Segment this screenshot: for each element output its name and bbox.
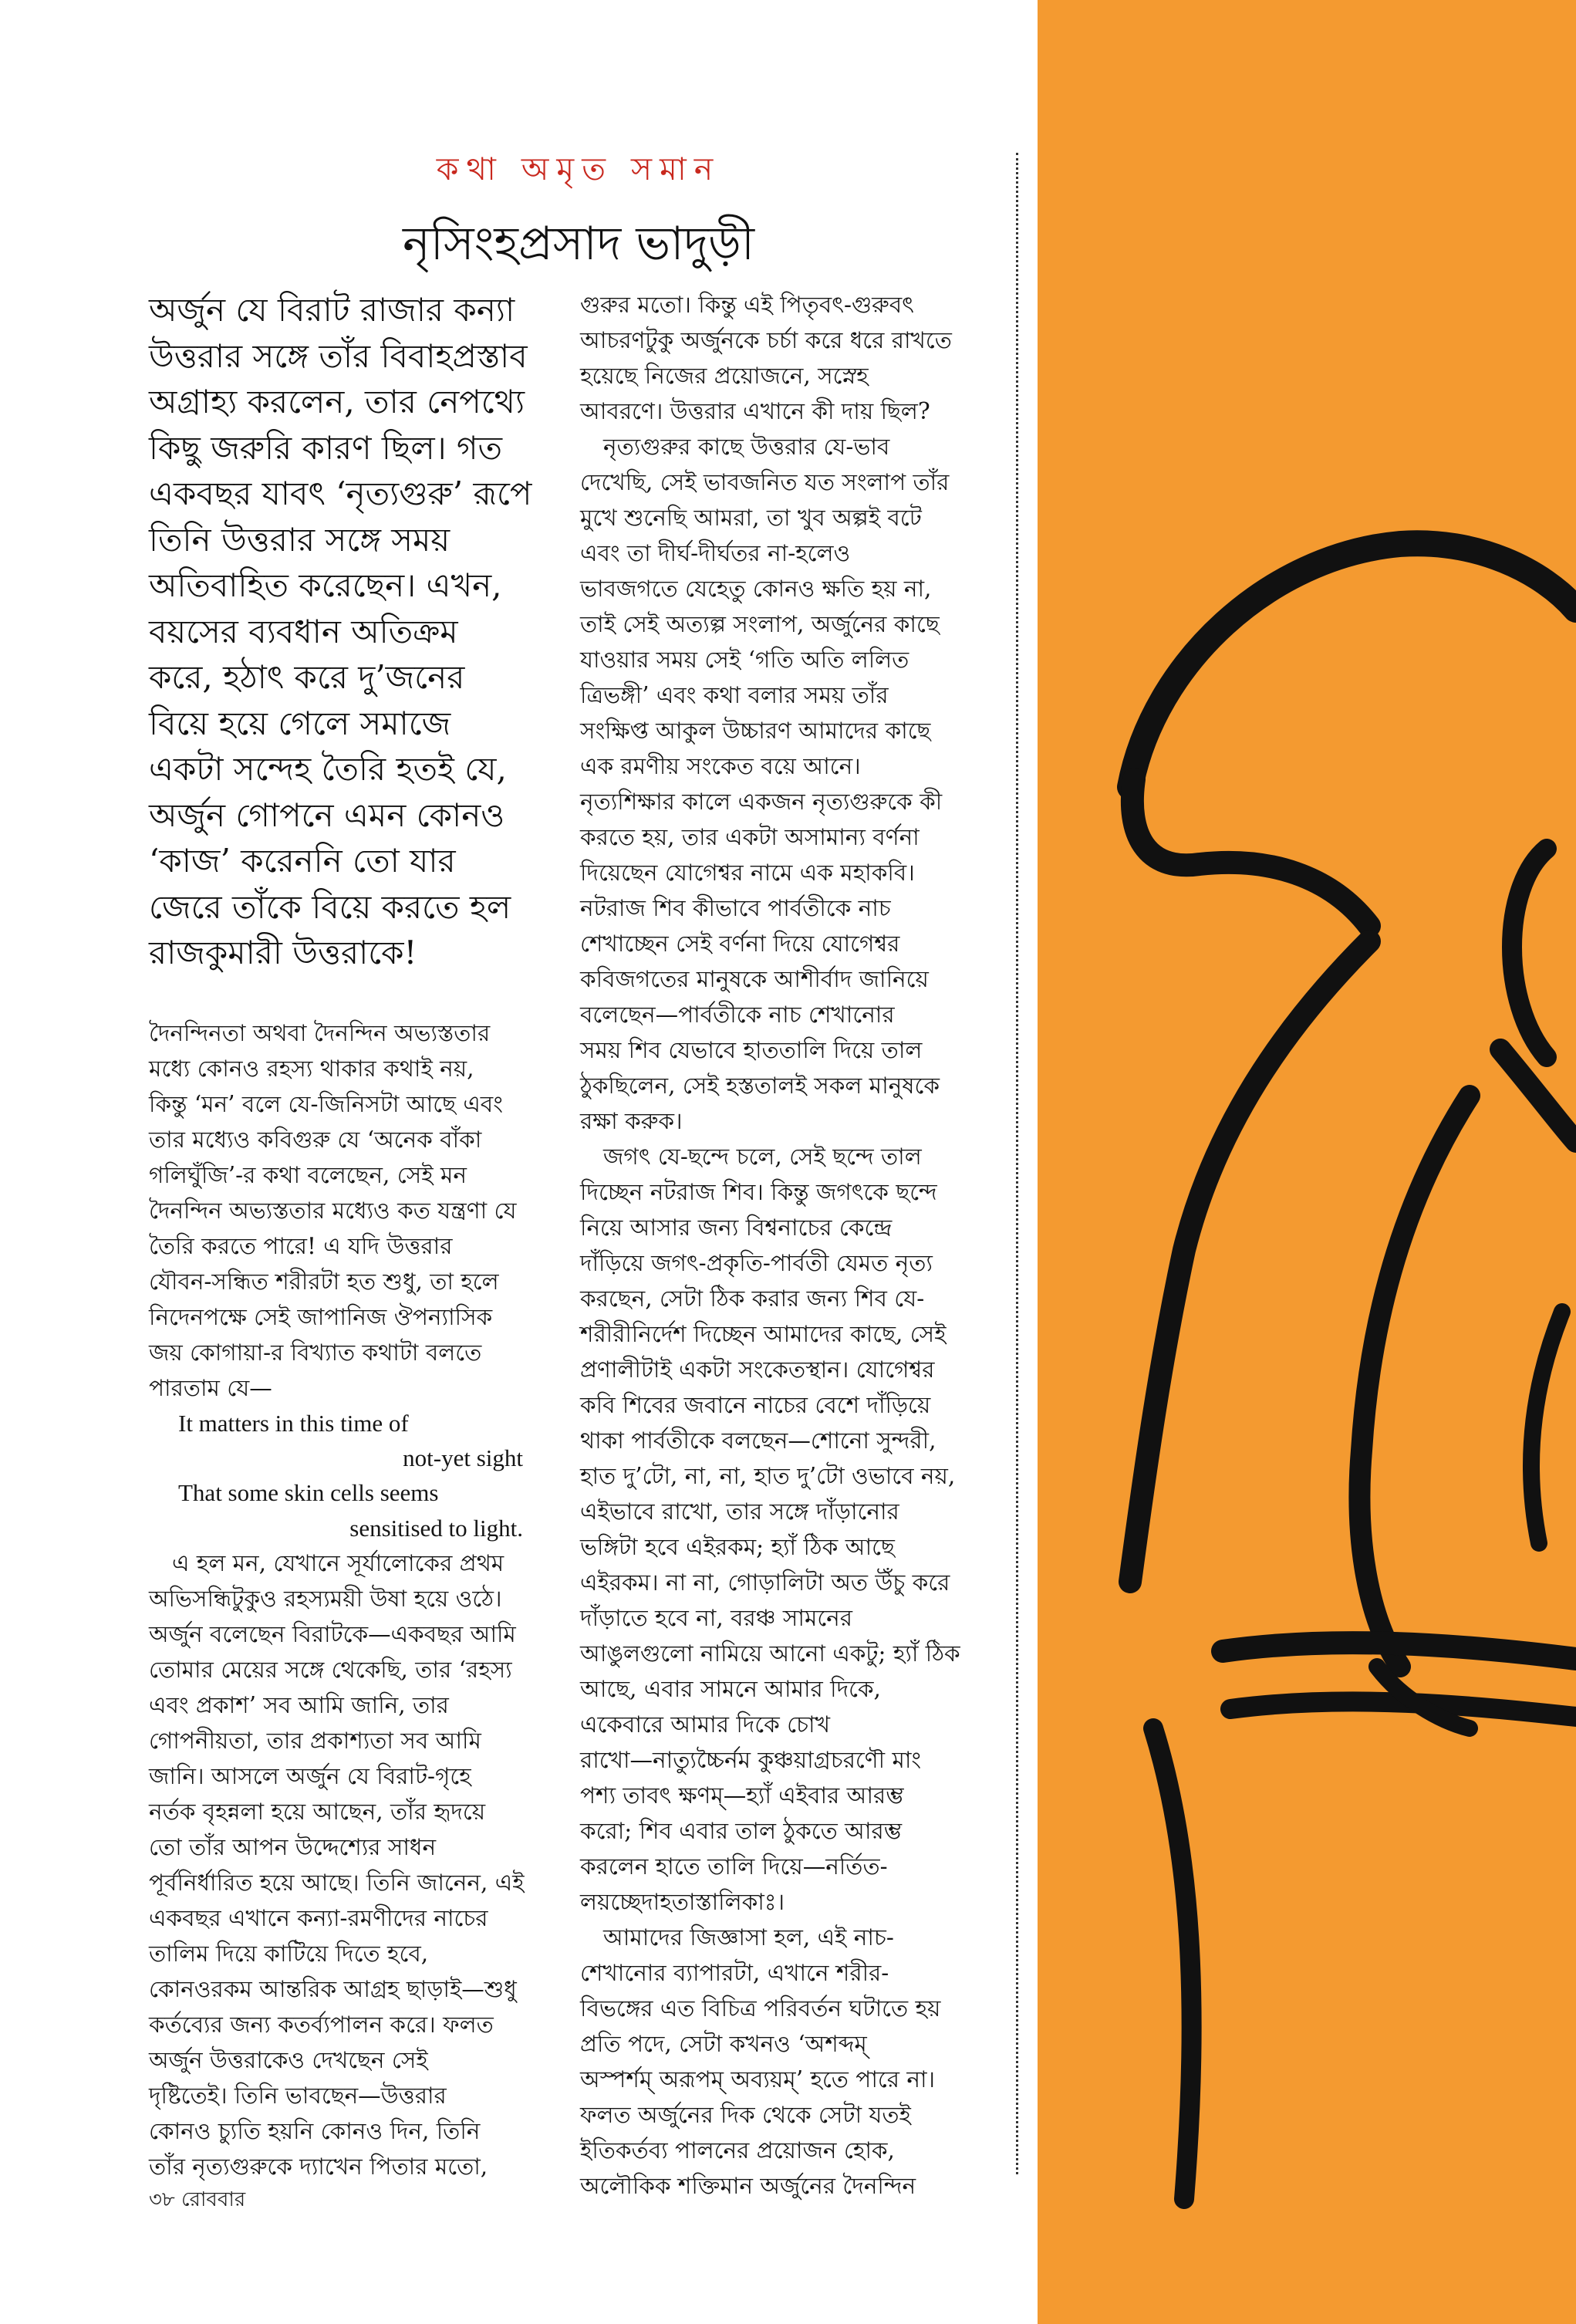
body-text-line: কবিজগতের মানুষকে আশীর্বাদ জানিয়ে xyxy=(580,966,929,992)
body-text-line: করতে হয়, তার একটা অসামান্য বর্ণনা xyxy=(580,824,920,850)
body-text-line: করছেন, সেটা ঠিক করার জন্য শিব যে- xyxy=(580,1285,925,1312)
body-text-line: হাত দু’টো, না, না, হাত দু’টো ওভাবে নয়, xyxy=(580,1463,956,1489)
body-text-line: দৃষ্টিতেই। তিনি ভাবছেন—উত্তরার xyxy=(149,2082,447,2109)
body-text-line: এবং তা দীর্ঘ-দীর্ঘতর না-হলেও xyxy=(580,540,851,566)
body-text-line: নৃত্যগুরুর কাছে উত্তরার যে-ভাব xyxy=(603,434,890,460)
body-text-line: তাঁর নৃত্যগুরুকে দ্যাখেন পিতার মতো, xyxy=(149,2153,488,2180)
body-text-line: আমাদের জিজ্ঞাসা হল, এই নাচ- xyxy=(603,1924,894,1951)
verse-line xyxy=(149,1475,565,1510)
body-text-line: জগৎ যে-ছন্দে চলে, সেই ছন্দে তাল xyxy=(603,1143,922,1170)
pull-quote-line: বয়সের ব্যবধান অতিক্রম xyxy=(149,612,458,650)
body-text-line: আছে, এবার সামনে আমার দিকে, xyxy=(580,1676,881,1702)
column-kicker: কথা অমৃত সমান xyxy=(436,150,721,187)
body-text-line: গোপনীয়তা, তার প্রকাশ্যতা সব আমি xyxy=(149,1727,481,1754)
pull-quote-line: ‘কাজ’ করেননি তো যার xyxy=(149,842,456,880)
body-text-line: ইতিকর্তব্য পালনের প্রয়োজন হোক, xyxy=(580,2137,895,2164)
body-text-line: শেখানোর ব্যাপারটা, এখানে শরীর- xyxy=(580,1960,889,1986)
verse-line xyxy=(149,1406,565,1441)
body-text-line: ফলত অর্জুনের দিক থেকে সেটা যতই xyxy=(580,2102,911,2128)
pull-quote xyxy=(149,287,550,976)
body-text-line: থাকা পার্বতীকে বলছেন—শোনো সুন্দরী, xyxy=(580,1427,936,1454)
body-text-line: তো তাঁর আপন উদ্দেশ্যের সাধন xyxy=(149,1833,437,1860)
body-column-left xyxy=(149,1015,565,2184)
body-text-line: ত্রিভঙ্গী’ এবং কথা বলার সময় তাঁর xyxy=(580,682,889,708)
body-text-line: রাখো—নাত্যুচ্চৈর্নম কুঞ্চয়াগ্রচরণৌ মাং xyxy=(580,1747,922,1773)
body-text-line: কর্তব্যের জন্য কতর্ব্যপালন করে। ফলত xyxy=(149,2011,494,2038)
body-text-line: হয়েছে নিজের প্রয়োজনে, সস্নেহ xyxy=(580,363,869,389)
body-text-line: ভাবজগতে যেহেতু কোনও ক্ষতি হয় না, xyxy=(580,576,932,602)
body-text-line: তোমার মেয়ের সঙ্গে থেকেছি, তার ‘রহস্য xyxy=(149,1656,512,1683)
body-text-line: অর্জুন উত্তরাকেও দেখছেন সেই xyxy=(149,2046,428,2073)
body-text-line: দাঁড়িয়ে জগৎ-প্রকৃতি-পার্বতী যেমত নৃত্য xyxy=(580,1250,933,1276)
body-text-line: আঙুলগুলো নামিয়ে আনো একটু; হ্যাঁ ঠিক xyxy=(580,1640,960,1667)
body-text-line: পশ্য তাবৎ ক্ষণম্—হ্যাঁ এইবার আরম্ভ xyxy=(580,1782,904,1809)
body-text-line: কবি শিবের জবানে নাচের বেশে দাঁড়িয়ে xyxy=(580,1392,931,1418)
body-text-line: বিভঙ্গের এত বিচিত্র পরিবর্তন ঘটাতে হয় xyxy=(580,1995,941,2022)
body-text-line: মধ্যে কোনও রহস্য থাকার কথাই নয়, xyxy=(149,1056,474,1082)
page-folio: ৩৮ রোববার xyxy=(149,2188,246,2211)
body-text-line: যৌবন-সন্ধিত শরীরটা হত শুধু, তা হলে xyxy=(149,1268,499,1295)
body-text-line: অভিসন্ধিটুকুও রহস্যময়ী উষা হয়ে ওঠে। xyxy=(149,1585,502,1612)
body-text-line: এ হল মন, যেখানে সূর্যালোকের প্রথম xyxy=(172,1549,505,1576)
body-text-line: যাওয়ার সময় সেই ‘গতি অতি ললিত xyxy=(580,647,909,673)
body-text-line: পূর্বনির্ধারিত হয়ে আছে। তিনি জানেন, এই xyxy=(149,1869,525,1896)
pull-quote-line: অগ্রাহ্য করলেন, তার নেপথ্যে xyxy=(149,383,525,421)
pull-quote-line: অর্জুন যে বিরাট রাজার কন্যা xyxy=(149,291,515,329)
body-text-line: অলৌকিক শক্তিমান অর্জুনের দৈনন্দিন xyxy=(580,2173,916,2199)
body-text-line: আবরণে। উত্তরার এখানে কী দায় ছিল? xyxy=(580,398,930,424)
author-name: নৃসিংহপ্রসাদ ভাদুড়ী xyxy=(402,217,754,271)
figure-shoulder-stroke xyxy=(1500,1049,1576,1142)
body-text-line: শরীরীনির্দেশ দিচ্ছেন আমাদের কাছে, সেই xyxy=(580,1321,947,1347)
body-text-line: ভঙ্গিটা হবে এইরকম; হ্যাঁ ঠিক আছে xyxy=(580,1534,895,1560)
body-text-line: সময় শিব যেভাবে হাততালি দিয়ে তাল xyxy=(580,1037,923,1063)
body-text-line: কোনওরকম আন্তরিক আগ্রহ ছাড়াই—শুধু xyxy=(149,1975,517,2002)
figure-ear-stroke xyxy=(1512,849,1547,1057)
body-text-line: দাঁড়াতে হবে না, বরঞ্চ সামনের xyxy=(580,1605,853,1631)
verse-quote xyxy=(149,1406,565,1545)
body-text-line: তৈরি করতে পারে! এ যদি উত্তরার xyxy=(149,1233,453,1259)
body-text-line: মুখে শুনেছি আমরা, তা খুব অল্পই বটে xyxy=(580,505,922,531)
pull-quote-line: একবছর যাবৎ ‘নৃত্যগুরু’ রূপে xyxy=(149,475,532,512)
body-text-line: করো; শিব এবার তাল ঠুকতে আরম্ভ xyxy=(580,1818,903,1844)
body-text-line: পারতাম যে— xyxy=(149,1375,272,1401)
verse-line xyxy=(149,1441,565,1475)
body-text-line: প্রতি পদে, সেটা কখনও ‘অশব্দম্ xyxy=(580,2031,867,2057)
body-text-line: সংক্ষিপ্ত আকুল উচ্চারণ আমাদের কাছে xyxy=(580,718,931,744)
body-text-line: গুরুর মতো। কিন্তু এই পিতৃবৎ-গুরুবৎ xyxy=(580,292,914,318)
pull-quote-line: অর্জুন গোপনে এমন কোনও xyxy=(149,795,505,834)
figure-leg-stroke xyxy=(1153,1728,1192,2199)
column-divider xyxy=(1016,153,1018,2174)
illustration-panel xyxy=(1038,0,1576,2324)
body-text-line: প্রণালীটাই একটা সংকেতস্থান। যোগেশ্বর xyxy=(580,1356,935,1383)
verse-line-text: not-yet sight xyxy=(403,1444,523,1472)
body-text-line: এক রমণীয় সংকেত বয়ে আনে। xyxy=(580,753,861,779)
body-column-right xyxy=(580,287,1003,2204)
body-text-line: একবছর এখানে কন্যা-রমণীদের নাচের xyxy=(149,1904,488,1931)
body-text-line: নটরাজ শিব কীভাবে পার্বতীকে নাচ xyxy=(580,895,891,921)
verse-line-text: sensitised to light. xyxy=(349,1514,523,1542)
pull-quote-line: জেরে তাঁকে বিয়ে করতে হল xyxy=(149,887,511,926)
body-text-line: বলেছেন—পার্বতীকে নাচ শেখানোর xyxy=(580,1002,895,1028)
figure-chest-stroke xyxy=(1531,1312,1562,1543)
figure-brow-stroke xyxy=(1132,779,1369,926)
body-text-line: তালিম দিয়ে কাটিয়ে দিতে হবে, xyxy=(149,1940,429,1967)
body-text-line: দেখেছি, সেই ভাবজনিত যত সংলাপ তাঁর xyxy=(580,469,950,495)
body-text-line: নৃত্যশিক্ষার কালে একজন নৃত্যগুরুকে কী xyxy=(580,789,943,815)
figure-arm-stroke xyxy=(1359,1096,1470,1667)
pull-quote-line: করে, হঠাৎ করে দু’জনের xyxy=(149,658,465,696)
body-text-line: দিচ্ছেন নটরাজ শিব। কিন্তু জগৎকে ছন্দে xyxy=(580,1179,937,1205)
body-text-line: দিয়েছেন যোগেশ্বর নামে এক মহাকবি। xyxy=(580,860,915,886)
body-text-line: এইভাবে রাখো, তার সঙ্গে দাঁড়ানোর xyxy=(580,1498,899,1525)
body-text-line: নর্তক বৃহন্নলা হয়ে আছেন, তাঁর হৃদয়ে xyxy=(149,1798,486,1825)
pull-quote-line: রাজকুমারী উত্তরাকে! xyxy=(149,934,417,971)
body-text-line: শেখাচ্ছেন সেই বর্ণনা দিয়ে যোগেশ্বর xyxy=(580,931,900,957)
body-text-line: অর্জুন বলেছেন বিরাটকে—একবছর আমি xyxy=(149,1620,516,1647)
body-text-line: রক্ষা করুক। xyxy=(580,1108,683,1134)
pull-quote-line: উত্তরার সঙ্গে তাঁর বিবাহপ্রস্তাব xyxy=(149,336,528,375)
pull-quote-line: তিনি উত্তরার সঙ্গে সময় xyxy=(149,520,451,559)
body-text-line: কোনও চ্যুতি হয়নি কোনও দিন, তিনি xyxy=(149,2117,481,2144)
verse-line-text: That some skin cells seems xyxy=(178,1479,439,1507)
body-text-line: ঠুকছিলেন, সেই হস্ততালই সকল মানুষকে xyxy=(580,1072,940,1099)
pull-quote-line: কিছু জরুরি কারণ ছিল। গত xyxy=(149,428,503,467)
body-text-line: কিন্তু ‘মন’ বলে যে-জিনিসটা আছে এবং xyxy=(149,1091,503,1117)
body-text-line: এইরকম। না না, গোড়ালিটা অত উঁচু করে xyxy=(580,1569,950,1596)
body-text-line: জয় কোগায়া-র বিখ্যাত কথাটা বলতে xyxy=(149,1339,482,1366)
figure-back-stroke xyxy=(1130,941,1369,1582)
body-text-line: দৈনন্দিন অভ্যস্ততার মধ্যেও কত যন্ত্রণা যে xyxy=(149,1197,517,1224)
body-text-line: তাই সেই অত্যল্প সংলাপ, অর্জুনের কাছে xyxy=(580,611,940,637)
body-text-line: একেবারে আমার দিকে চোখ xyxy=(580,1711,830,1738)
body-text-line: এবং প্রকাশ’ সব আমি জানি, তার xyxy=(149,1691,449,1718)
body-text-line: তার মধ্যেও কবিগুরু যে ‘অনেক বাঁকা xyxy=(149,1127,482,1153)
body-text-line: দৈনন্দিনতা অথবা দৈনন্দিন অভ্যস্ততার xyxy=(149,1020,491,1046)
body-text-line: গলিঘুঁজি’-র কথা বলেছেন, সেই মন xyxy=(149,1162,467,1188)
pull-quote-line: একটা সন্দেহ তৈরি হতই যে, xyxy=(149,750,507,788)
brush-figure-illustration xyxy=(1038,0,1576,2324)
body-text-line: নিদেনপক্ষে সেই জাপানিজ ঔপন্যাসিক xyxy=(149,1304,493,1330)
pull-quote-line: অতিবাহিত করেছেন। এখন, xyxy=(149,566,502,604)
body-text-line: লয়চ্ছেদাহতাস্তালিকাঃ। xyxy=(580,1889,785,1915)
body-text-line: নিয়ে আসার জন্য বিশ্বনাচের কেন্দ্রে xyxy=(580,1214,893,1241)
pull-quote-line: বিয়ে হয়ে গেলে সমাজে xyxy=(149,704,451,742)
body-text-line: আচরণটুকু অর্জুনকে চর্চা করে ধরে রাখতে xyxy=(580,327,952,353)
figure-head-stroke xyxy=(1130,543,1576,787)
verse-line-text: It matters in this time of xyxy=(178,1410,409,1437)
body-text-line: অস্পর্শম্ অরূপম্ অব্যয়ম্’ হতে পারে না। xyxy=(580,2066,936,2093)
verse-line xyxy=(149,1511,565,1545)
body-text-line: করলেন হাতে তালি দিয়ে—নর্তিত- xyxy=(580,1853,888,1880)
body-text-line: জানি। আসলে অর্জুন যে বিরাট-গৃহে xyxy=(149,1762,471,1789)
